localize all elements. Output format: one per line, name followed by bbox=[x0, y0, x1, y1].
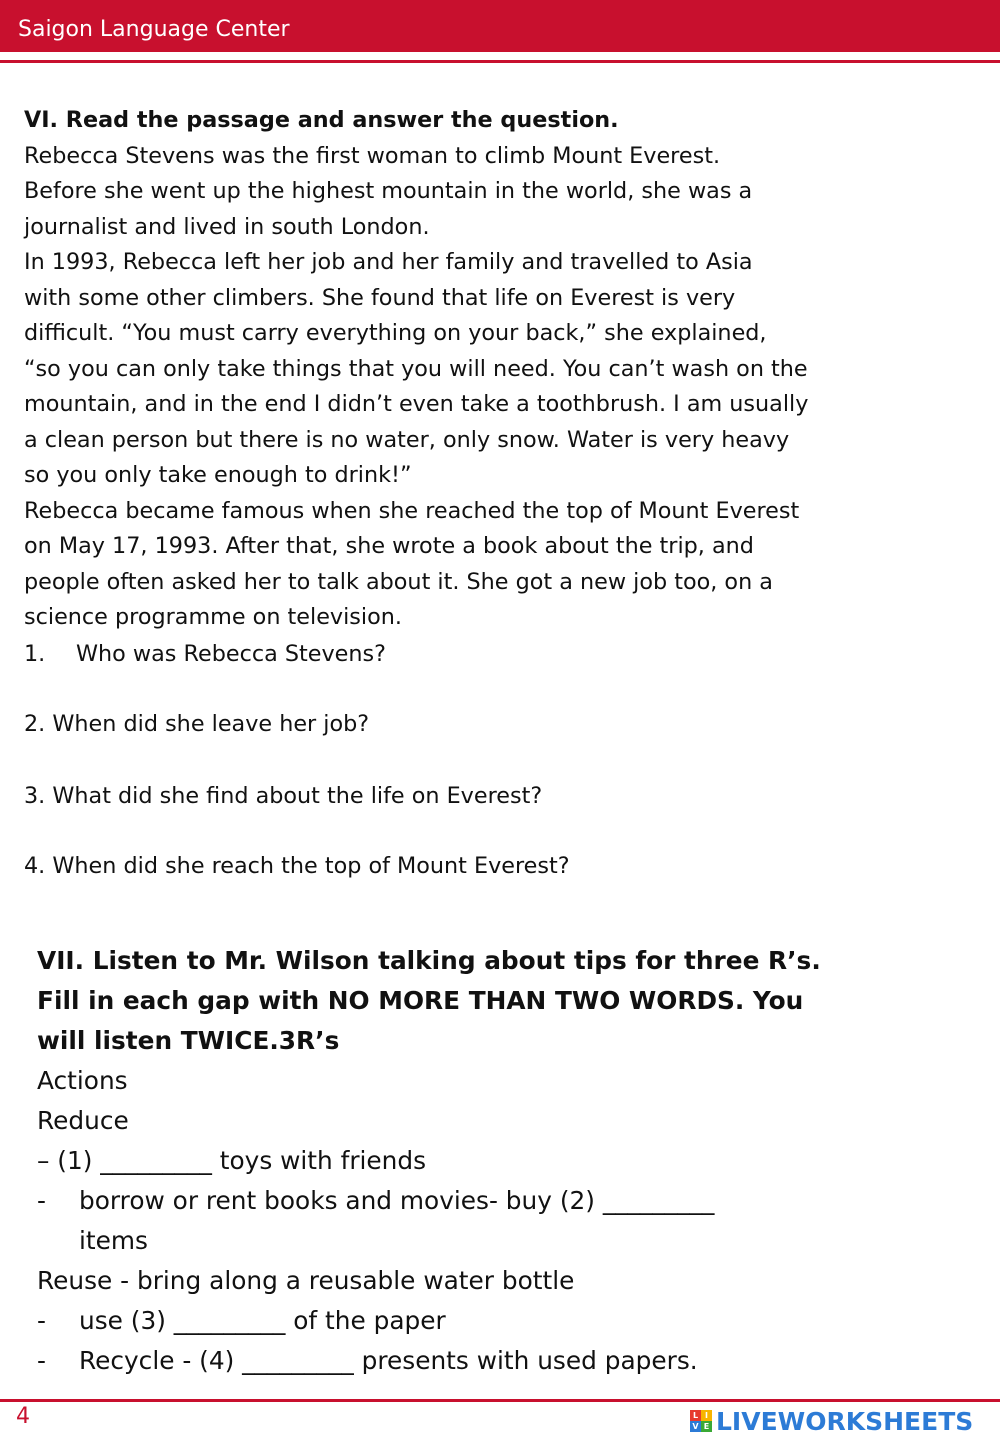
passage-line: with some other climbers. She found that life on Everest is very bbox=[24, 285, 736, 311]
question-1-number: 1. bbox=[24, 641, 46, 667]
liveworksheets-logo bbox=[690, 1404, 973, 1438]
passage-line: journalist and lived in south London. bbox=[24, 214, 430, 240]
logo-icon bbox=[690, 1410, 712, 1432]
logo-letter: E bbox=[701, 1421, 712, 1432]
logo-letter: I bbox=[701, 1410, 712, 1421]
passage-line: mountain, and in the end I didn’t even take a toothbrush. I am usually bbox=[24, 391, 809, 417]
logo-letter: V bbox=[690, 1421, 701, 1432]
passage-line: “so you can only take things that you will need. You can’t wash on the bbox=[24, 356, 808, 382]
passage-line: Rebecca became famous when she reached the top of Mount Everest bbox=[24, 498, 800, 524]
gap-3-line: use (3) _________ of the paper bbox=[79, 1306, 446, 1335]
question-2: 2. When did she leave her job? bbox=[24, 711, 370, 737]
bullet-dash: - bbox=[37, 1186, 46, 1215]
section6-heading: VI. Read the passage and answer the question. bbox=[24, 107, 619, 133]
actions-label: Actions bbox=[37, 1066, 128, 1095]
reuse-line: Reuse - bring along a reusable water bottle bbox=[37, 1266, 575, 1295]
passage-line: difficult. “You must carry everything on your back,” she explained, bbox=[24, 320, 767, 346]
bullet-dash: - bbox=[37, 1346, 46, 1375]
question-1: Who was Rebecca Stevens? bbox=[76, 641, 386, 667]
section7-heading-line: VII. Listen to Mr. Wilson talking about tips for three R’s. bbox=[37, 946, 821, 975]
passage-line: Rebecca Stevens was the first woman to climb Mount Everest. bbox=[24, 143, 721, 169]
bullet-dash: - bbox=[37, 1306, 46, 1335]
logo-text: LIVEWORKSHEETS bbox=[716, 1406, 974, 1436]
passage-line: Before she went up the highest mountain in the world, she was a bbox=[24, 178, 753, 204]
gap-2-line: borrow or rent books and movies- buy (2) _________ bbox=[79, 1186, 715, 1215]
passage-line: science programme on television. bbox=[24, 604, 402, 630]
page-number: 4 bbox=[16, 1404, 30, 1429]
passage-line: on May 17, 1993. After that, she wrote a book about the trip, and bbox=[24, 533, 754, 559]
passage-line: In 1993, Rebecca left her job and her family and travelled to Asia bbox=[24, 249, 753, 275]
question-4: 4. When did she reach the top of Mount Everest? bbox=[24, 853, 570, 879]
section7-heading-line: Fill in each gap with NO MORE THAN TWO WORDS. You bbox=[37, 986, 804, 1015]
header-bar bbox=[0, 0, 1000, 52]
gap-1-line: – (1) _________ toys with friends bbox=[37, 1146, 427, 1175]
passage-line: a clean person but there is no water, only snow. Water is very heavy bbox=[24, 427, 790, 453]
gap-2-continuation: items bbox=[79, 1226, 148, 1255]
header-title: Saigon Language Center bbox=[18, 17, 290, 42]
footer-divider bbox=[0, 1399, 1000, 1402]
logo-letter: L bbox=[690, 1410, 701, 1421]
question-3: 3. What did she find about the life on Everest? bbox=[24, 783, 543, 809]
reduce-label: Reduce bbox=[37, 1106, 129, 1135]
section7-heading-line: will listen TWICE.3R’s bbox=[37, 1026, 340, 1055]
passage-line: people often asked her to talk about it. She got a new job too, on a bbox=[24, 569, 773, 595]
gap-4-line: Recycle - (4) _________ presents with used papers. bbox=[79, 1346, 698, 1375]
passage-line: so you only take enough to drink!” bbox=[24, 462, 412, 488]
header-divider bbox=[0, 60, 1000, 63]
